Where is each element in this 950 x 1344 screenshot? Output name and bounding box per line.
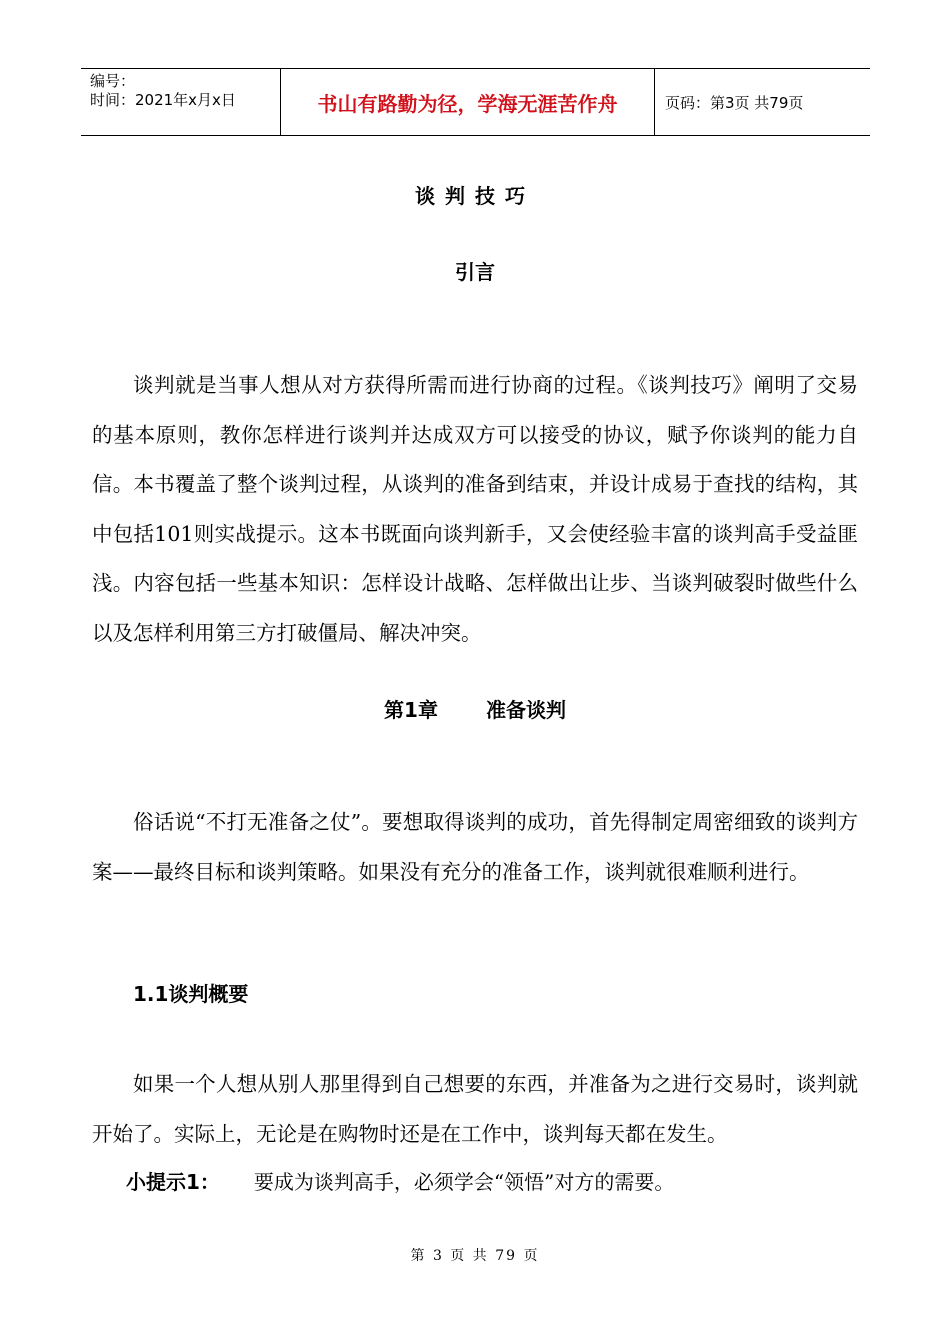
chapter-number: 第1章 bbox=[384, 698, 438, 722]
tip-label: 小提示1： bbox=[126, 1170, 220, 1194]
header-meta bbox=[81, 69, 281, 135]
document-title: 谈判技巧 bbox=[415, 184, 535, 208]
document-time: 时间：2021年x月x日 bbox=[90, 91, 236, 109]
chapter-heading bbox=[0, 694, 950, 723]
section-heading: 1.1谈判概要 bbox=[133, 982, 249, 1006]
chapter-paragraph: 俗话说“不打无准备之仗”。要想取得谈判的成功，首先得制定周密细致的谈判方案——最终目标和谈判策略。如果没有充分的准备工作，谈判就很难顺利进行。 bbox=[92, 810, 858, 884]
header-page-info: 页码：第3页 共79页 bbox=[665, 93, 804, 112]
document-number-label: 编号： bbox=[90, 72, 136, 90]
tip-text: 要成为谈判高手，必须学会“领悟”对方的需要。 bbox=[253, 1170, 675, 1194]
section-paragraph: 如果一个人想从别人那里得到自己想要的东西，并准备为之进行交易时，谈判就开始了。实际上，无论是在购物时还是在工作中，谈判每天都在发生。 bbox=[92, 1072, 858, 1146]
header-motto: 书山有路勤为径，学海无涯苦作舟 bbox=[281, 69, 655, 135]
page-header bbox=[81, 68, 870, 136]
intro-paragraph: 谈判就是当事人想从对方获得所需而进行协商的过程。《谈判技巧》阐明了交易的基本原则，教你怎样进行谈判并达成双方可以接受的协议，赋予你谈判的能力自信。本书覆盖了整个谈判过程，从谈判的准备到结束，并设计成易于查找的结构，其中包括101则实战提示。这本书既面向谈判新手，又会使经验丰富的谈判高手受益匪浅。内容包括一些基本知识：怎样设计战略、怎样做出让步、当谈判破裂时做些什么以及怎样利用第三方打破僵局、解决冲突。 bbox=[92, 373, 858, 645]
tip bbox=[126, 1166, 674, 1195]
page-footer: 第 3 页 共 79 页 bbox=[410, 1248, 540, 1264]
intro-heading: 引言 bbox=[455, 260, 495, 284]
chapter-name: 准备谈判 bbox=[485, 698, 566, 722]
